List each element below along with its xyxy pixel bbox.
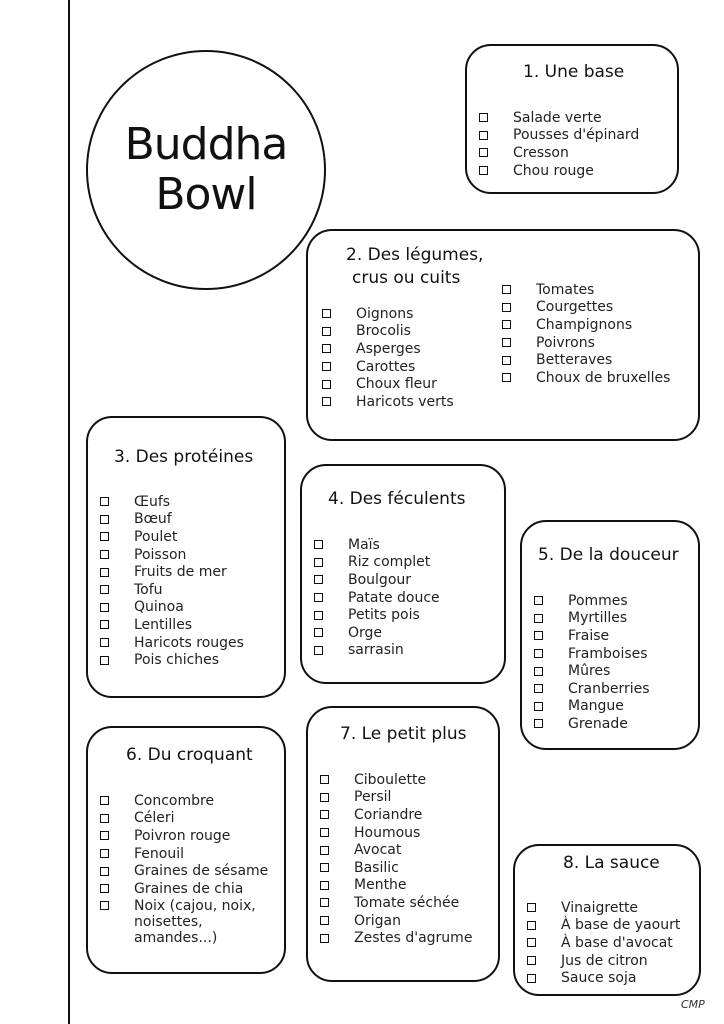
list-item[interactable]: Myrtilles (534, 610, 650, 628)
checkbox-icon[interactable] (100, 638, 109, 647)
checkbox-icon[interactable] (502, 320, 511, 329)
list-item[interactable]: Poivron rouge (100, 827, 268, 845)
list-item[interactable]: Boulgour (314, 571, 440, 589)
list-item[interactable]: Fraise (534, 627, 650, 645)
checkbox-icon[interactable] (100, 814, 109, 823)
list-item[interactable]: Tomate séchée (320, 894, 472, 912)
list-item[interactable]: Chou rouge (479, 162, 639, 180)
checkbox-icon[interactable] (534, 614, 543, 623)
checkbox-icon[interactable] (527, 903, 536, 912)
section-title: 3. Des protéines (114, 447, 254, 467)
checkbox-icon[interactable] (320, 793, 329, 802)
checkbox-icon[interactable] (100, 550, 109, 559)
margin-line (68, 0, 70, 1024)
checkbox-icon[interactable] (100, 515, 109, 524)
list-item[interactable]: Patate douce (314, 589, 440, 607)
section-title: 4. Des féculents (328, 489, 466, 509)
checkbox-icon[interactable] (100, 796, 109, 805)
section-title: 8. La sauce (563, 853, 660, 873)
checkbox-icon[interactable] (527, 956, 536, 965)
list-item[interactable]: Lentilles (100, 616, 244, 634)
list-item[interactable]: Betteraves (502, 351, 670, 369)
list-item[interactable]: À base de yaourt (527, 917, 680, 935)
list-item[interactable]: Mûres (534, 662, 650, 680)
list-item[interactable]: Sauce soja (527, 969, 680, 987)
list-item[interactable]: Cresson (479, 144, 639, 162)
checkbox-icon[interactable] (320, 934, 329, 943)
section-base (465, 44, 679, 194)
checkbox-icon[interactable] (314, 628, 323, 637)
list-item[interactable]: Quinoa (100, 599, 244, 617)
list-item[interactable]: Choux fleur (322, 375, 454, 393)
checkbox-icon[interactable] (502, 303, 511, 312)
list-item[interactable]: sarrasin (314, 642, 440, 660)
checkbox-icon[interactable] (320, 810, 329, 819)
list-item[interactable]: Riz complet (314, 554, 440, 572)
checkbox-icon[interactable] (322, 309, 331, 318)
section-starches (300, 464, 506, 684)
list-item[interactable]: Tofu (100, 581, 244, 599)
checkbox-icon[interactable] (322, 344, 331, 353)
checkbox-icon[interactable] (479, 131, 488, 140)
list-item[interactable]: Bœuf (100, 511, 244, 529)
list-item[interactable]: Concombre (100, 792, 268, 810)
list-item[interactable]: Zestes d'agrume (320, 929, 472, 947)
list-item[interactable]: Choux de bruxelles (502, 369, 670, 387)
list-item[interactable]: Poivrons (502, 334, 670, 352)
list-item[interactable]: Origan (320, 912, 472, 930)
list-item[interactable]: Carottes (322, 358, 454, 376)
list-item[interactable]: Tomates (502, 281, 670, 299)
checkbox-icon[interactable] (527, 921, 536, 930)
list-item[interactable]: Maïs (314, 536, 440, 554)
list-item[interactable]: Mangue (534, 698, 650, 716)
checkbox-icon[interactable] (314, 646, 323, 655)
checkbox-icon[interactable] (534, 667, 543, 676)
checkbox-icon[interactable] (100, 585, 109, 594)
checkbox-icon[interactable] (502, 338, 511, 347)
list-item[interactable]: Menthe (320, 877, 472, 895)
list-item[interactable] (100, 898, 268, 946)
checkbox-icon[interactable] (320, 916, 329, 925)
item-line: noisettes, (134, 913, 203, 930)
checkbox-icon[interactable] (322, 327, 331, 336)
section-sweetness (520, 520, 700, 750)
list-item[interactable]: Graines de chia (100, 880, 268, 898)
list-item[interactable]: Brocolis (322, 323, 454, 341)
list-item[interactable]: Oignons (322, 305, 454, 323)
checkbox-icon[interactable] (322, 380, 331, 389)
list-item[interactable]: Salade verte (479, 109, 639, 127)
checkbox-icon[interactable] (320, 828, 329, 837)
checkbox-icon[interactable] (534, 596, 543, 605)
section-crunchy (86, 726, 286, 974)
checkbox-icon[interactable] (534, 702, 543, 711)
list-item[interactable]: Asperges (322, 340, 454, 358)
list-item[interactable]: Pousses d'épinard (479, 127, 639, 145)
list-item[interactable]: Houmous (320, 824, 472, 842)
section-title: 6. Du croquant (126, 745, 253, 765)
checkbox-icon[interactable] (100, 603, 109, 612)
checkbox-icon[interactable] (320, 846, 329, 855)
list-item[interactable]: Ciboulette (320, 771, 472, 789)
section-title: 7. Le petit plus (340, 724, 467, 744)
section-extra (306, 706, 500, 982)
checkbox-icon[interactable] (322, 362, 331, 371)
list-item[interactable]: Coriandre (320, 806, 472, 824)
list-item[interactable]: Cranberries (534, 680, 650, 698)
checkbox-icon[interactable] (527, 938, 536, 947)
list-item[interactable]: Fruits de mer (100, 563, 244, 581)
title-line-2: Bowl (155, 169, 257, 220)
list-item[interactable]: Pommes (534, 592, 650, 610)
checkbox-icon[interactable] (320, 881, 329, 890)
list-item[interactable]: Poisson (100, 546, 244, 564)
checkbox-icon[interactable] (479, 148, 488, 157)
checkbox-icon[interactable] (502, 373, 511, 382)
checkbox-icon[interactable] (100, 884, 109, 893)
list-item[interactable]: Champignons (502, 316, 670, 334)
checkbox-icon[interactable] (100, 497, 109, 506)
list-item[interactable]: Persil (320, 789, 472, 807)
checkbox-icon[interactable] (534, 719, 543, 728)
checkbox-icon[interactable] (100, 568, 109, 577)
list-item[interactable]: Vinaigrette (527, 899, 680, 917)
section-title: 5. De la douceur (538, 545, 679, 565)
checkbox-icon[interactable] (527, 974, 536, 983)
list-item[interactable]: Orge (314, 624, 440, 642)
list-item[interactable]: Jus de citron (527, 952, 680, 970)
title-circle (86, 50, 326, 290)
checkbox-icon[interactable] (100, 849, 109, 858)
section-title: 1. Une base (523, 62, 625, 82)
list-item[interactable]: Grenade (534, 715, 650, 733)
list-item[interactable]: Basilic (320, 859, 472, 877)
checkbox-icon[interactable] (100, 532, 109, 541)
list-item[interactable]: Courgettes (502, 299, 670, 317)
checkbox-icon[interactable] (534, 631, 543, 640)
list-item[interactable]: Graines de sésame (100, 862, 268, 880)
checkbox-icon[interactable] (314, 575, 323, 584)
section-title-line-2: crus ou cuits (352, 268, 461, 288)
title-line-1: Buddha (124, 119, 288, 170)
checkbox-icon[interactable] (502, 356, 511, 365)
checkbox-icon[interactable] (479, 166, 488, 175)
item-line: amandes...) (134, 929, 218, 946)
checkbox-icon[interactable] (314, 611, 323, 620)
checkbox-icon[interactable] (534, 684, 543, 693)
checkbox-icon[interactable] (100, 620, 109, 629)
checkbox-icon[interactable] (314, 593, 323, 602)
list-item[interactable]: À base d'avocat (527, 934, 680, 952)
list-item[interactable]: Céleri (100, 810, 268, 828)
checkbox-icon[interactable] (322, 397, 331, 406)
checkbox-icon[interactable] (100, 831, 109, 840)
list-item[interactable]: Framboises (534, 645, 650, 663)
checkbox-icon[interactable] (534, 649, 543, 658)
list-item[interactable]: Haricots rouges (100, 634, 244, 652)
section-sauce (513, 844, 701, 996)
list-item[interactable]: Haricots verts (322, 393, 454, 411)
section-title-line-1: 2. Des légumes, (346, 245, 484, 265)
author-signature: CMP (681, 998, 705, 1011)
section-vegetables (306, 229, 700, 441)
checkbox-icon[interactable] (479, 113, 488, 122)
checkbox-icon[interactable] (320, 898, 329, 907)
section-proteins (86, 416, 286, 698)
list-item[interactable]: Poulet (100, 528, 244, 546)
list-item[interactable]: Avocat (320, 841, 472, 859)
list-item[interactable]: Petits pois (314, 606, 440, 624)
checkbox-icon[interactable] (502, 285, 511, 294)
list-item[interactable]: Pois chiches (100, 651, 244, 669)
checkbox-icon[interactable] (100, 656, 109, 665)
checkbox-icon[interactable] (100, 867, 109, 876)
checkbox-icon[interactable] (320, 775, 329, 784)
list-item[interactable]: Fenouil (100, 845, 268, 863)
item-line: Noix (cajou, noix, (134, 897, 256, 914)
checkbox-icon[interactable] (320, 863, 329, 872)
checkbox-icon[interactable] (100, 901, 109, 910)
checkbox-icon[interactable] (314, 540, 323, 549)
list-item[interactable]: Œufs (100, 493, 244, 511)
checkbox-icon[interactable] (314, 558, 323, 567)
